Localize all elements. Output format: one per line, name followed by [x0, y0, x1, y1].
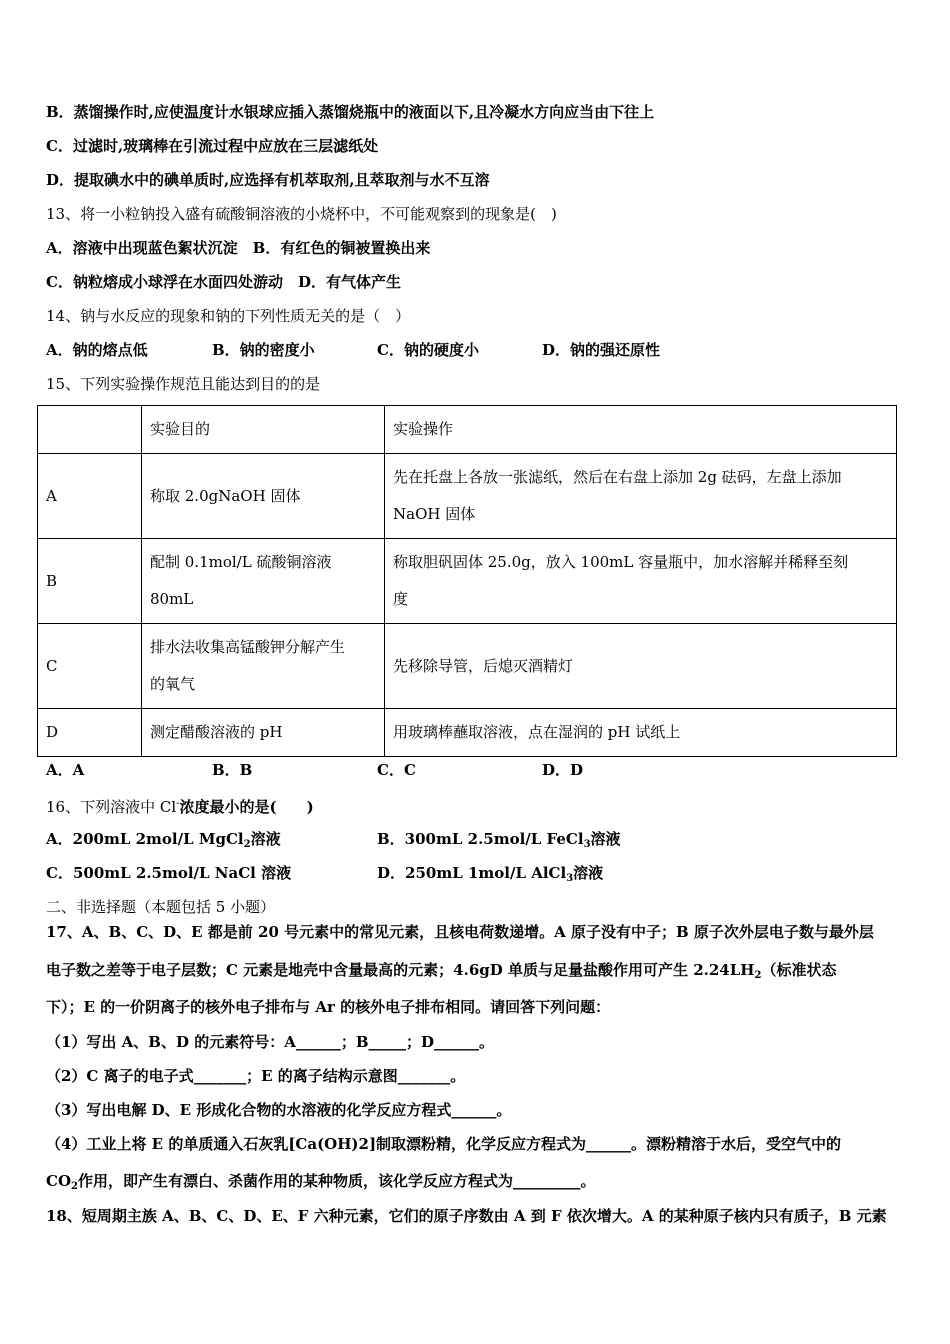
q18-stem-line: 18、短周期主族 A、B、C、D、E、F 六种元素，它们的原子序数由 A 到 F 依次增大。A 的某种原子核内只有质子，B 元素 [46, 1207, 887, 1225]
q15-option-a: A．A [46, 761, 85, 779]
table-header-operation: 实验操作 [385, 406, 897, 454]
table-header-blank [38, 406, 142, 454]
row-goal-line: 排水法收集高锰酸钾分解产生 [150, 638, 346, 656]
q17-part-4: （4）工业上将 E 的单质通入石灰乳[Ca(OH)2]制取漂粉精，化学反应方程式为______。漂粉精溶于水后，受空气中的 [46, 1135, 842, 1153]
row-label: D [38, 709, 142, 757]
row-operation-line: 先在托盘上各放一张滤纸，然后在右盘上添加 2g 砝码，左盘上添加 [393, 468, 842, 486]
q13-stem: 13、将一小粒钠投入盛有硫酸铜溶液的小烧杯中，不可能观察到的现象是( ) [46, 205, 557, 223]
row-goal-line: 的氧气 [150, 675, 196, 693]
q15-option-d: D．D [542, 761, 584, 779]
row-label: C [38, 624, 142, 709]
row-goal-line: 80mL [150, 590, 194, 608]
q15-option-b: B．B [212, 761, 253, 779]
table-row [38, 539, 897, 624]
q16-option-a: A．200mL 2mol/L MgCl$_2$溶液 [46, 830, 281, 850]
q17-stem-line: 电子数之差等于电子层数；C 元素是地壳中含量最高的元素；4.6gD 单质与足量盐酸作用可产生 $2.24LH_2$（标准状态 [46, 961, 837, 981]
row-goal: 称取 2.0gNaOH 固体 [142, 454, 385, 539]
q17-stem-line: 17、A、B、C、D、E 都是前 20 号元素中的常见元素，且核电荷数递增。A 原子没有中子；B 原子次外层电子数与最外层 [46, 923, 874, 941]
row-operation [385, 454, 897, 539]
q12-option-b: B．蒸馏操作时,应使温度计水银球应插入蒸馏烧瓶中的液面以下,且冷凝水方向应当由下往上 [46, 103, 655, 121]
row-goal-line: 配制 0.1mol/L 硫酸铜溶液 [150, 553, 332, 571]
row-operation: 用玻璃棒蘸取溶液，点在湿润的 pH 试纸上 [385, 709, 897, 757]
row-label: A [38, 454, 142, 539]
row-operation-line: 度 [393, 590, 409, 608]
row-operation-line: NaOH 固体 [393, 505, 476, 523]
row-operation [385, 539, 897, 624]
q16-option-b: B．300mL 2.5mol/L FeCl$_3$溶液 [377, 830, 621, 850]
table-header-goal: 实验目的 [142, 406, 385, 454]
q13-options-ab: A．溶液中出现蓝色絮状沉淀 B．有红色的铜被置换出来 [46, 239, 431, 257]
row-goal [142, 539, 385, 624]
q12-option-c: C．过滤时,玻璃棒在引流过程中应放在三层滤纸处 [46, 137, 379, 155]
q15-stem: 15、下列实验操作规范且能达到目的的是 [46, 375, 321, 393]
q16-stem: 16、下列溶液中 Cl-浓度最小的是( ) [46, 798, 314, 816]
q17-part-3: （3）写出电解 D、E 形成化合物的水溶液的化学反应方程式______。 [46, 1101, 512, 1119]
q14-stem: 14、钠与水反应的现象和钠的下列性质无关的是（ ） [46, 307, 411, 325]
q14-option-c: C．钠的硬度小 [377, 341, 479, 359]
section-heading: 二、非选择题（本题包括 5 小题） [46, 898, 276, 916]
q17-stem-line: 下）；E 的一价阴离子的核外电子排布与 Ar 的核外电子排布相同。请回答下列问题： [46, 998, 611, 1016]
row-goal: 测定醋酸溶液的 pH [142, 709, 385, 757]
row-label: B [38, 539, 142, 624]
table-row [38, 454, 897, 539]
q15-option-c: C．C [377, 761, 416, 779]
q14-option-d: D．钠的强还原性 [542, 341, 661, 359]
table-header-row [38, 406, 897, 454]
row-operation: 先移除导管，后熄灭酒精灯 [385, 624, 897, 709]
q15-table [37, 405, 897, 757]
q12-option-d: D．提取碘水中的碘单质时,应选择有机萃取剂,且萃取剂与水不互溶 [46, 171, 490, 189]
q16-option-c: C．500mL 2.5mol/L NaCl 溶液 [46, 864, 292, 882]
q14-option-a: A．钠的熔点低 [46, 341, 148, 359]
row-goal [142, 624, 385, 709]
q17-part-4-cont: $CO_2$作用，即产生有漂白、杀菌作用的某种物质，该化学反应方程式为_________。 [46, 1172, 596, 1192]
row-operation-line: 称取胆矾固体 25.0g，放入 100mL 容量瓶中，加水溶解并稀释至刻 [393, 553, 849, 571]
q13-options-cd: C．钠粒熔成小球浮在水面四处游动 D．有气体产生 [46, 273, 401, 291]
table-row [38, 709, 897, 757]
q17-part-2: （2）C 离子的电子式_______；E 的离子结构示意图_______。 [46, 1067, 466, 1085]
q14-option-b: B．钠的密度小 [212, 341, 315, 359]
q16-option-d: D．250mL 1mol/L AlCl$_3$溶液 [377, 864, 604, 884]
q17-part-1: （1）写出 A、B、D 的元素符号：A______；B_____；D______。 [46, 1033, 495, 1051]
table-row [38, 624, 897, 709]
